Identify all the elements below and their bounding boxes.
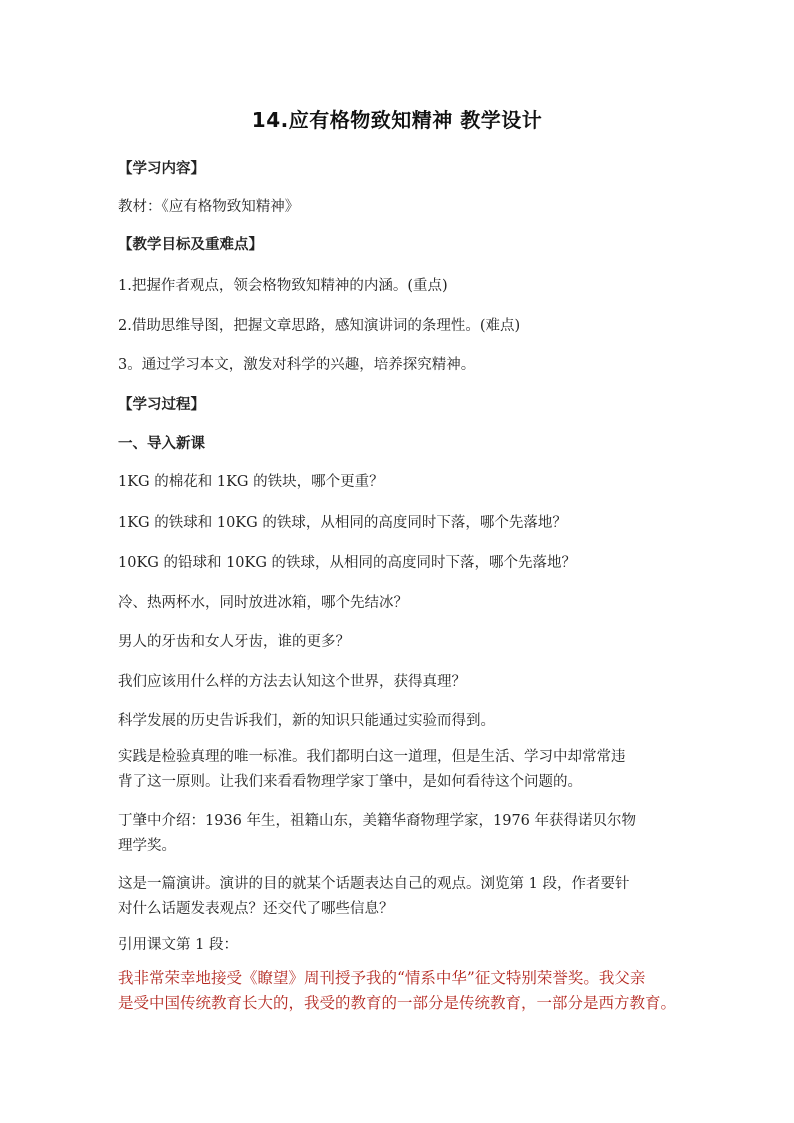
goal-item: 1.把握作者观点，领会格物致知精神的内涵。(重点)	[118, 278, 448, 294]
paragraph-line: 对什么话题发表观点？还交代了哪些信息？	[118, 901, 394, 917]
question-item: 男人的牙齿和女人牙齿，谁的更多？	[118, 634, 350, 650]
question-item: 冷、热两杯水，同时放进冰箱，哪个先结冰？	[118, 595, 408, 611]
question-item: 1KG 的铁球和 10KG 的铁球，从相同的高度同时下落，哪个先落地？	[118, 515, 567, 531]
quoted-text-line: 是受中国传统教育长大的，我受的教育的一部分是传统教育，一部分是西方教育。	[118, 994, 677, 1012]
question-item: 我们应该用什么样的方法去认知这个世界，获得真理？	[118, 674, 466, 690]
page-title: 14.应有格物致知精神 教学设计	[251, 108, 543, 132]
part-heading: 一、导入新课	[118, 436, 205, 452]
goal-item: 3。通过学习本文，激发对科学的兴趣，培养探究精神。	[118, 357, 476, 373]
question-item: 科学发展的历史告诉我们，新的知识只能通过实验而得到。	[118, 713, 495, 729]
section-heading-goals: 【教学目标及重难点】	[118, 237, 263, 253]
quoted-text-line: 我非常荣幸地接受《瞭望》周刊授予我的“情系中华”征文特别荣誉奖。我父亲	[118, 969, 646, 987]
question-item: 10KG 的铅球和 10KG 的铁球，从相同的高度同时下落，哪个先落地？	[118, 555, 577, 571]
section-heading-process: 【学习过程】	[118, 397, 205, 413]
paragraph-line: 理学奖。	[118, 838, 176, 854]
quote-label: 引用课文第 1 段：	[118, 937, 238, 953]
question-item: 1KG 的棉花和 1KG 的铁块，哪个更重？	[118, 474, 384, 490]
paragraph-line: 丁肇中介绍：1936 年生，祖籍山东，美籍华裔物理学家，1976 年获得诺贝尔物	[118, 813, 637, 829]
goal-item: 2.借助思维导图，把握文章思路，感知演讲词的条理性。(难点)	[118, 318, 521, 334]
paragraph-line: 这是一篇演讲。演讲的目的就某个话题表达自己的观点。浏览第 1 段，作者要针	[118, 876, 630, 892]
paragraph-line: 背了这一原则。让我们来看看物理学家丁肇中，是如何看待这个问题的。	[118, 774, 582, 790]
section-heading-content: 【学习内容】	[118, 161, 205, 177]
textbook-line: 教材：《应有格物致知精神》	[118, 199, 300, 215]
paragraph-line: 实践是检验真理的唯一标准。我们都明白这一道理，但是生活、学习中却常常违	[118, 749, 626, 765]
